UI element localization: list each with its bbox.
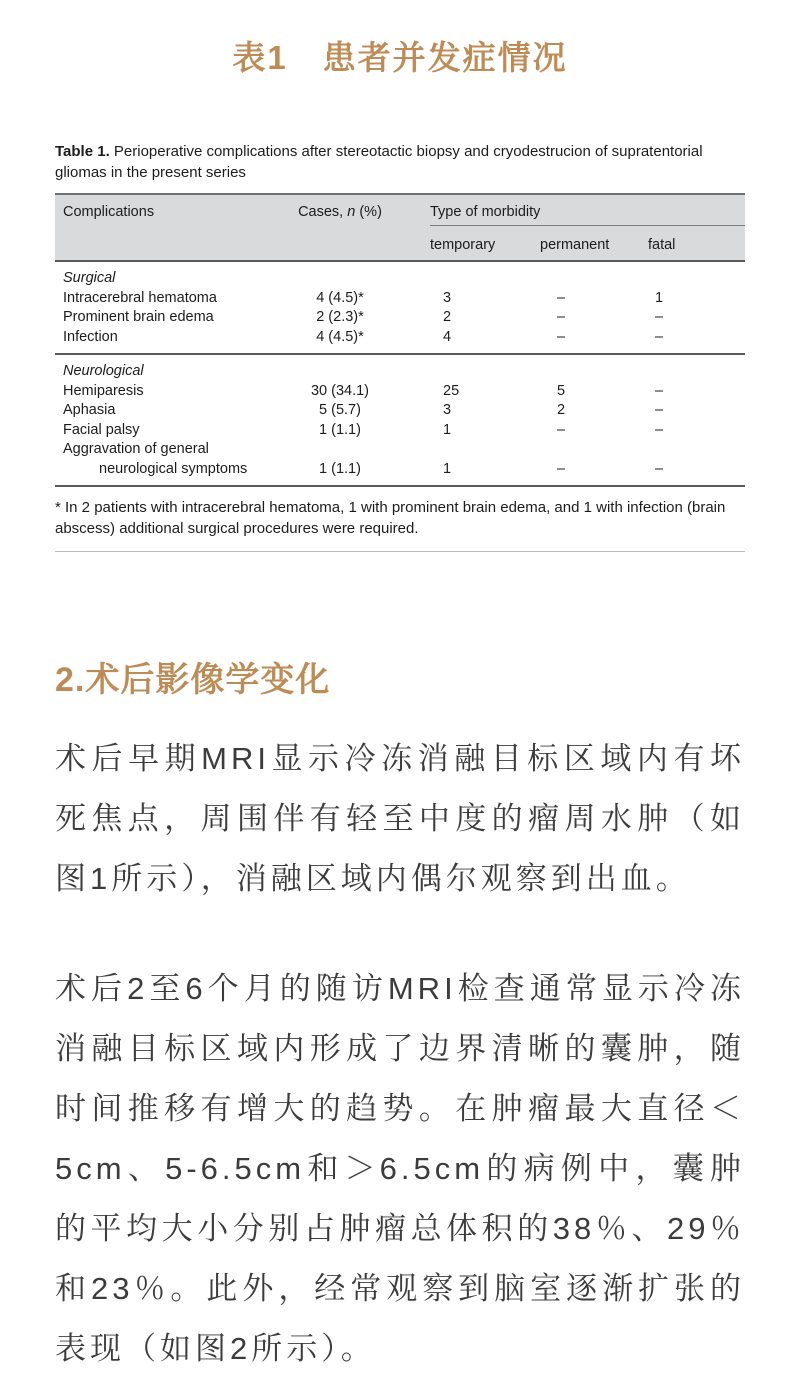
section-heading: 2.术后影像学变化	[55, 661, 331, 699]
page-title: 表1 患者并发症情况	[232, 39, 568, 76]
col-header-morbidity	[430, 194, 745, 232]
row-label: Infection	[63, 328, 118, 345]
table-caption	[55, 141, 745, 183]
permanent-value: –	[557, 460, 566, 477]
fatal-value: –	[655, 421, 664, 438]
permanent-value: –	[557, 289, 566, 306]
complications-table	[55, 193, 745, 487]
col-header-fatal: fatal	[648, 232, 745, 261]
empty-cells	[295, 440, 745, 460]
permanent-value: 2	[557, 402, 566, 418]
cases-prefix: Cases,	[298, 204, 348, 220]
morbidity-label: Type of morbidity	[430, 204, 745, 226]
table-row	[55, 421, 745, 441]
temporary-value: 3	[443, 402, 452, 418]
fatal-value: –	[655, 460, 664, 477]
cases-value: 1 (1.1)	[319, 460, 361, 477]
section-name: Neurological	[55, 354, 745, 382]
temporary-value: 1	[443, 421, 452, 438]
table-caption-label: Table 1.	[55, 143, 110, 160]
col-header-complications: Complications	[55, 194, 295, 261]
section-name: Surgical	[63, 270, 116, 286]
table-row	[55, 460, 745, 487]
table-row	[55, 401, 745, 421]
table-row	[55, 328, 745, 355]
col-header-cases	[295, 194, 430, 261]
cases-value: 4 (4.5)*	[316, 289, 364, 306]
cases-value: 5 (5.7)	[319, 402, 361, 418]
temporary-value: 4	[443, 328, 452, 345]
paragraph-1: 术后早期MRI显示冷冻消融目标区域内有坏死焦点，周围伴有轻至中度的瘤周水肿（如图1所示），消融区域内偶尔观察到出血。	[55, 741, 745, 896]
fatal-value: 1	[655, 289, 664, 306]
table-row	[55, 382, 745, 402]
fatal-value: –	[655, 402, 664, 418]
row-label-line1: Aggravation of general	[63, 441, 209, 457]
cases-suffix: (%)	[355, 204, 382, 220]
section-row-neurological	[55, 354, 745, 382]
section-row-surgical	[55, 261, 745, 289]
cases-value: 30 (34.1)	[310, 382, 370, 399]
row-label: Intracerebral hematoma	[63, 289, 217, 306]
row-label-line2: neurological symptoms	[99, 460, 248, 477]
row-label: Aphasia	[63, 402, 116, 418]
temporary-value: 1	[443, 460, 452, 477]
cases-value: 1 (1.1)	[319, 421, 361, 438]
col-header-temporary: temporary	[430, 232, 540, 261]
cases-value: 4 (4.5)*	[316, 328, 364, 345]
permanent-value: –	[557, 421, 566, 438]
temporary-value: 25	[443, 382, 460, 399]
table-row	[55, 308, 745, 328]
fatal-value: –	[655, 382, 664, 399]
row-label: Prominent brain edema	[63, 309, 214, 325]
permanent-value: –	[557, 309, 566, 325]
temporary-value: 3	[443, 289, 452, 306]
temporary-value: 2	[443, 309, 452, 325]
permanent-value: –	[557, 328, 566, 345]
table1-figure	[55, 141, 745, 552]
permanent-value: 5	[557, 382, 566, 399]
fatal-value: –	[655, 328, 664, 345]
col-header-permanent: permanent	[540, 232, 648, 261]
cases-value: 2 (2.3)*	[316, 309, 364, 325]
table-row	[55, 289, 745, 309]
table-caption-text: Perioperative complications after stereotactic biopsy and cryodestrucion of supratentorial gliomas in the present series	[55, 143, 703, 181]
cases-n-italic: n	[347, 204, 356, 220]
fatal-value: –	[655, 309, 664, 325]
paragraph-2: 术后2至6个月的随访MRI检查通常显示冷冻消融目标区域内形成了边界清晰的囊肿，随时间推移有增大的趋势。在肿瘤最大直径＜5cm、5-6.5cm和＞6.5cm的病例中，囊肿的平均大小分别占肿瘤总体积的38％、29％和23％。此外，经常观察到脑室逐渐扩张的表现（如图2所示）。	[55, 971, 745, 1366]
row-label: Facial palsy	[63, 421, 140, 438]
row-label: Hemiparesis	[63, 382, 144, 399]
table-footnote: * In 2 patients with intracerebral hematoma, 1 with prominent brain edema, and 1 with infection (brain abscess) additional surgical procedures were required.	[55, 497, 745, 552]
article-body	[55, 652, 745, 1379]
table-row	[55, 440, 745, 460]
